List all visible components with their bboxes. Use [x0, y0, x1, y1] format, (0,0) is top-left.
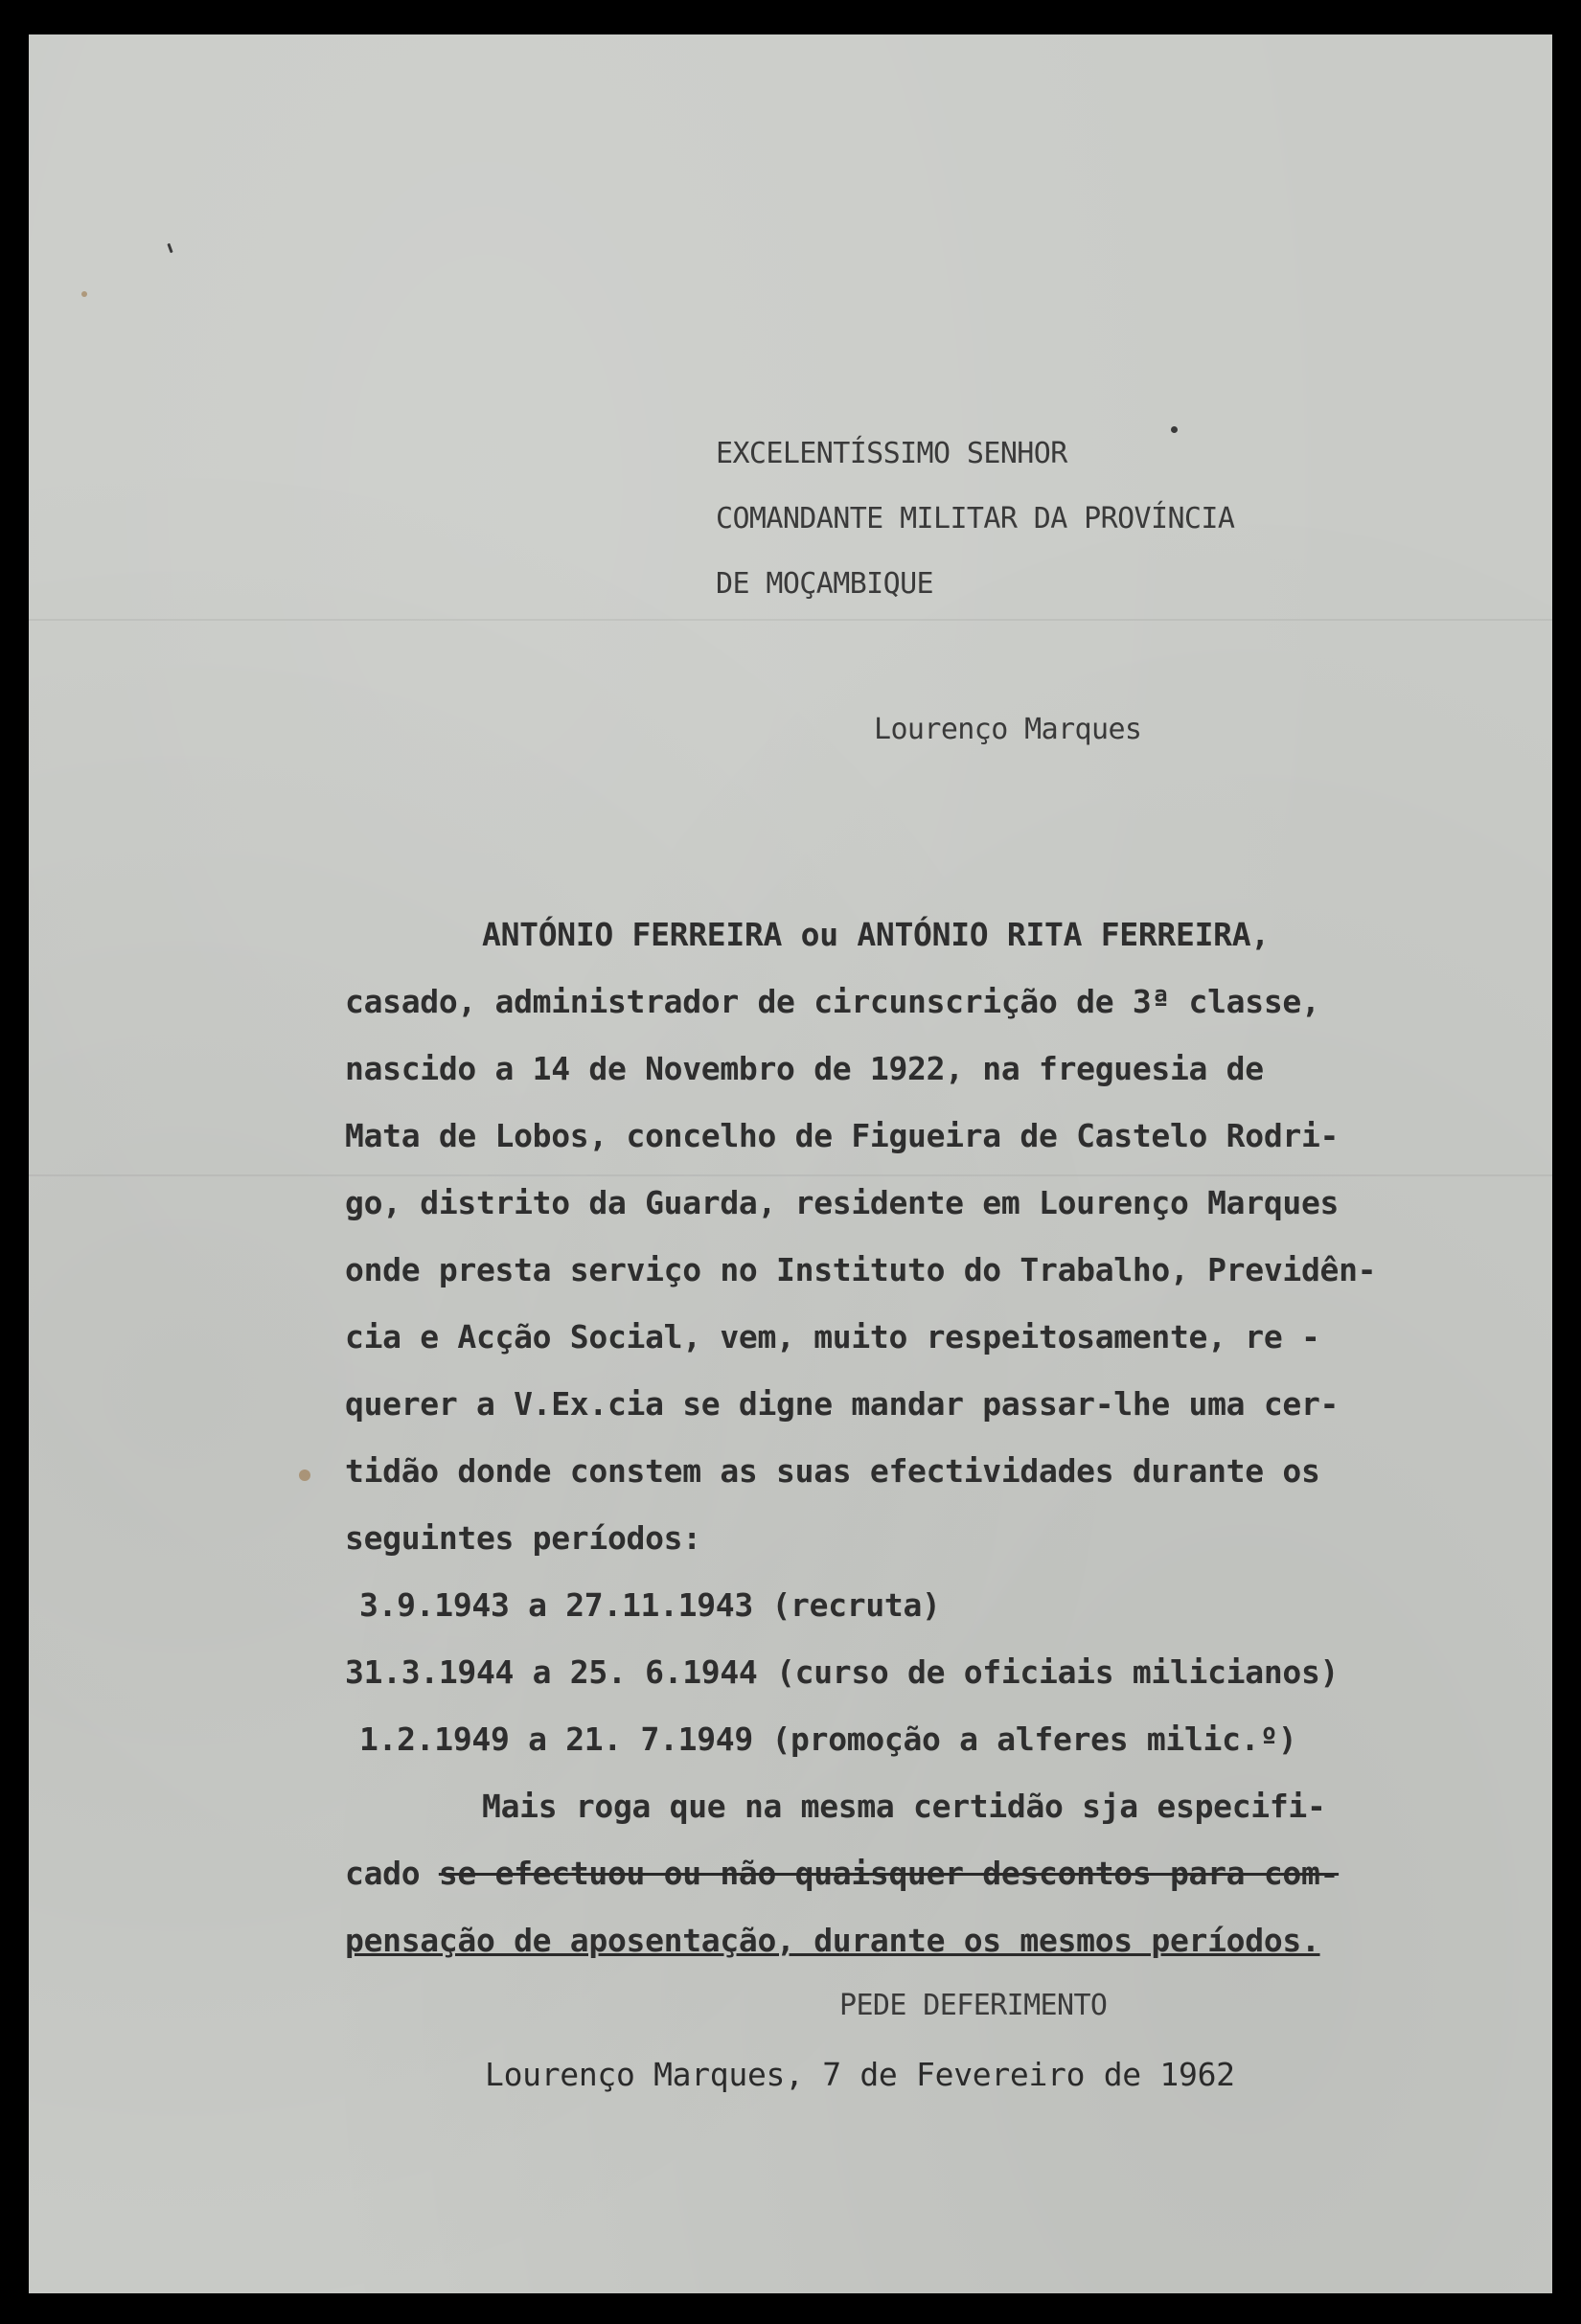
body-line: cia e Acção Social, vem, muito respeitosamente, re - — [345, 1318, 1320, 1356]
request-line — [345, 1922, 1320, 1959]
period-line: 1.2.1949 a 21. 7.1949 (promoção a alferes milic.º) — [359, 1720, 1297, 1758]
stain-spot — [299, 1470, 310, 1481]
body-line: Mata de Lobos, concelho de Figueira de Castelo Rodri- — [345, 1117, 1340, 1154]
ink-mark — [1171, 426, 1178, 433]
period-line: 3.9.1943 a 27.11.1943 (recruta) — [359, 1586, 941, 1624]
body-line: querer a V.Ex.cia se digne mandar passar-lhe uma cer- — [345, 1385, 1340, 1423]
stain-spot — [81, 291, 87, 297]
paper-crease — [29, 1174, 1552, 1176]
body-line: go, distrito da Guarda, residente em Lourenço Marques — [345, 1184, 1340, 1221]
request-line: Mais roga que na mesma certidão sja especifi- — [482, 1788, 1326, 1825]
struck-text: se efectuou ou não quaisquer descontos para com- — [438, 1855, 1340, 1892]
body-line: nascido a 14 de Novembro de 1922, na freguesia de — [345, 1050, 1264, 1087]
request-line — [345, 1855, 1339, 1892]
closing-formula: PEDE DEFERIMENTO — [839, 1989, 1108, 2022]
paper-crease — [29, 619, 1552, 621]
struck-text: pensação de aposentação, durante os mesmos períodos. — [345, 1922, 1320, 1959]
address-line-2: COMANDANTE MILITAR DA PROVÍNCIA — [716, 502, 1235, 535]
address-line-1: EXCELENTÍSSIMO SENHOR — [716, 437, 1067, 470]
document-page — [29, 34, 1552, 2293]
body-line: tidão donde constem as suas efectividades durante os — [345, 1452, 1320, 1490]
period-line: 31.3.1944 a 25. 6.1944 (curso de oficiais milicianos) — [345, 1653, 1340, 1691]
body-line: onde presta serviço no Instituto do Trabalho, Previdên- — [345, 1251, 1377, 1288]
address-line-3: DE MOÇAMBIQUE — [716, 567, 933, 601]
body-line: casado, administrador de circunscrição de 3ª classe, — [345, 983, 1320, 1020]
dateline: Lourenço Marques, 7 de Fevereiro de 1962 — [485, 2056, 1235, 2093]
address-city: Lourenço Marques — [874, 713, 1142, 746]
body-line: ANTÓNIO FERREIRA ou ANTÓNIO RITA FERREIRA, — [482, 916, 1270, 953]
body-line: seguintes períodos: — [345, 1519, 701, 1557]
request-line-prefix: cado — [345, 1855, 439, 1892]
ink-mark — [167, 243, 172, 253]
